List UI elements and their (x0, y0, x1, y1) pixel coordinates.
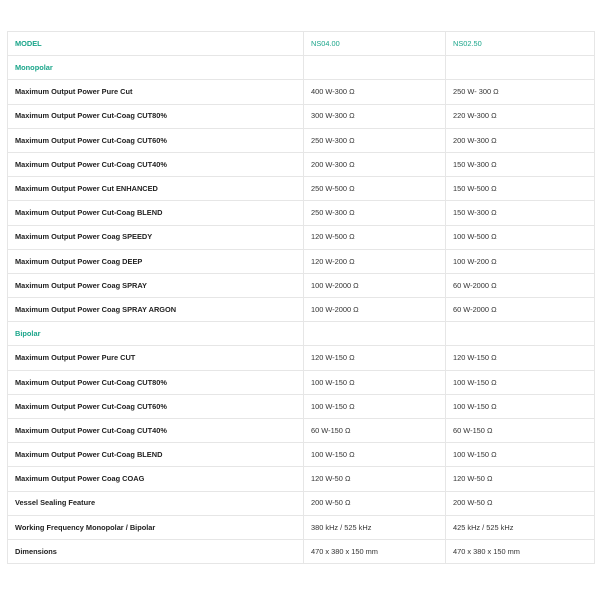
header-row (8, 32, 595, 56)
spec-value-ns0400: 100 W-150 Ω (304, 443, 446, 467)
spec-value-ns0400: 200 W-50 Ω (304, 491, 446, 515)
spec-value-ns0250: 150 W-300 Ω (446, 152, 595, 176)
spec-value-ns0400: 100 W-2000 Ω (304, 298, 446, 322)
spec-value-ns0400: 100 W-2000 Ω (304, 273, 446, 297)
spec-value-ns0250: 60 W-150 Ω (446, 419, 595, 443)
spec-value-ns0250: 200 W-50 Ω (446, 491, 595, 515)
spec-label: Maximum Output Power Pure Cut (8, 80, 304, 104)
table-row (8, 515, 595, 539)
spec-label: Maximum Output Power Coag SPRAY (8, 273, 304, 297)
spec-label: Working Frequency Monopolar / Bipolar (8, 515, 304, 539)
table-row (8, 201, 595, 225)
spec-body (8, 56, 595, 564)
spec-label: Maximum Output Power Cut-Coag CUT40% (8, 419, 304, 443)
table-row (8, 370, 595, 394)
spec-label: Maximum Output Power Coag DEEP (8, 249, 304, 273)
spec-value-ns0250: 60 W-2000 Ω (446, 273, 595, 297)
spec-label: Dimensions (8, 539, 304, 563)
model-header: MODEL (8, 32, 304, 56)
spec-value-ns0400: 470 x 380 x 150 mm (304, 539, 446, 563)
table-row (8, 539, 595, 563)
empty-cell (446, 56, 595, 80)
section-row-bipolar (8, 322, 595, 346)
spec-value-ns0250: 150 W-500 Ω (446, 177, 595, 201)
table-row (8, 177, 595, 201)
spec-value-ns0250: 60 W-2000 Ω (446, 298, 595, 322)
model-a-header: NS04.00 (304, 32, 446, 56)
section-row-monopolar (8, 56, 595, 80)
spec-value-ns0250: 470 x 380 x 150 mm (446, 539, 595, 563)
spec-label: Maximum Output Power Cut-Coag CUT40% (8, 152, 304, 176)
spec-value-ns0400: 250 W-300 Ω (304, 201, 446, 225)
spec-value-ns0400: 250 W-300 Ω (304, 128, 446, 152)
spec-value-ns0400: 60 W-150 Ω (304, 419, 446, 443)
spec-value-ns0400: 250 W-500 Ω (304, 177, 446, 201)
table-row (8, 104, 595, 128)
empty-cell (446, 322, 595, 346)
spec-value-ns0250: 250 W- 300 Ω (446, 80, 595, 104)
spec-value-ns0250: 100 W-150 Ω (446, 394, 595, 418)
spec-value-ns0400: 120 W-200 Ω (304, 249, 446, 273)
spec-label: Maximum Output Power Cut-Coag CUT60% (8, 394, 304, 418)
spec-value-ns0400: 100 W-150 Ω (304, 394, 446, 418)
table-row (8, 467, 595, 491)
spec-label: Maximum Output Power Cut ENHANCED (8, 177, 304, 201)
table-row (8, 394, 595, 418)
spec-label: Maximum Output Power Cut-Coag CUT60% (8, 128, 304, 152)
spec-label: Maximum Output Power Coag COAG (8, 467, 304, 491)
table-row (8, 80, 595, 104)
spec-label: Maximum Output Power Cut-Coag BLEND (8, 201, 304, 225)
spec-label: Maximum Output Power Cut-Coag BLEND (8, 443, 304, 467)
spec-label: Maximum Output Power Coag SPRAY ARGON (8, 298, 304, 322)
spec-value-ns0400: 400 W-300 Ω (304, 80, 446, 104)
table-row (8, 152, 595, 176)
spec-value-ns0250: 100 W-500 Ω (446, 225, 595, 249)
section-title: Monopolar (8, 56, 304, 80)
spec-value-ns0250: 100 W-150 Ω (446, 370, 595, 394)
model-b-header: NS02.50 (446, 32, 595, 56)
section-title: Bipolar (8, 322, 304, 346)
spec-label: Maximum Output Power Pure CUT (8, 346, 304, 370)
spec-value-ns0250: 100 W-200 Ω (446, 249, 595, 273)
spec-table (7, 31, 595, 564)
spec-value-ns0250: 100 W-150 Ω (446, 443, 595, 467)
spec-label: Maximum Output Power Cut-Coag CUT80% (8, 370, 304, 394)
table-row (8, 225, 595, 249)
spec-label: Maximum Output Power Coag SPEEDY (8, 225, 304, 249)
empty-cell (304, 322, 446, 346)
spec-value-ns0400: 200 W-300 Ω (304, 152, 446, 176)
spec-label: Vessel Sealing Feature (8, 491, 304, 515)
spec-label: Maximum Output Power Cut-Coag CUT80% (8, 104, 304, 128)
spec-value-ns0400: 120 W-500 Ω (304, 225, 446, 249)
table-row (8, 128, 595, 152)
table-row (8, 249, 595, 273)
table-row (8, 298, 595, 322)
spec-value-ns0250: 200 W-300 Ω (446, 128, 595, 152)
table-row (8, 419, 595, 443)
spec-value-ns0400: 120 W-50 Ω (304, 467, 446, 491)
spec-value-ns0250: 150 W-300 Ω (446, 201, 595, 225)
spec-value-ns0400: 380 kHz / 525 kHz (304, 515, 446, 539)
spec-value-ns0400: 300 W-300 Ω (304, 104, 446, 128)
table-row (8, 346, 595, 370)
spec-value-ns0400: 120 W-150 Ω (304, 346, 446, 370)
spec-value-ns0250: 220 W-300 Ω (446, 104, 595, 128)
spec-value-ns0250: 425 kHz / 525 kHz (446, 515, 595, 539)
table-row (8, 443, 595, 467)
empty-cell (304, 56, 446, 80)
table-row (8, 491, 595, 515)
table-row (8, 273, 595, 297)
spec-value-ns0400: 100 W-150 Ω (304, 370, 446, 394)
spec-value-ns0250: 120 W-150 Ω (446, 346, 595, 370)
spec-value-ns0250: 120 W-50 Ω (446, 467, 595, 491)
